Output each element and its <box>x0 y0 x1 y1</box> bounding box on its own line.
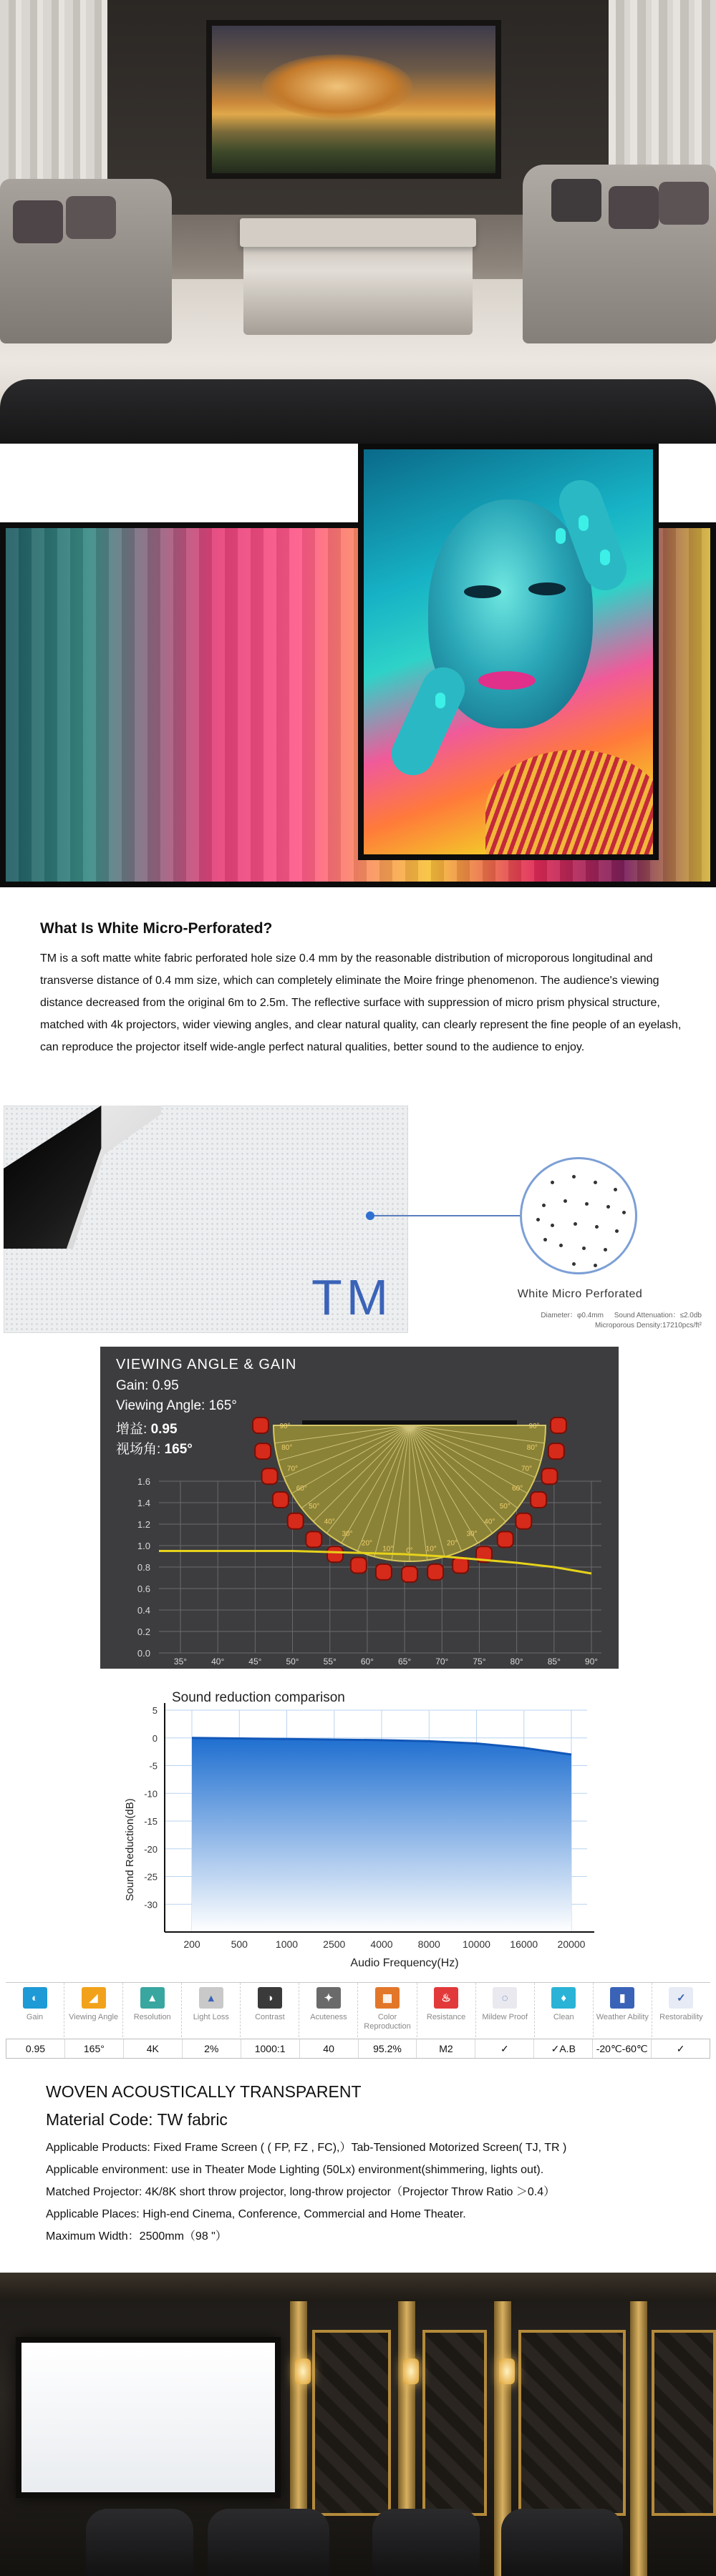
perforation-hole <box>604 1248 607 1252</box>
restorability-icon: ✓ <box>669 1987 693 2009</box>
property-value: 165° <box>65 2039 124 2058</box>
angle-label: 80° <box>281 1444 293 1453</box>
hand <box>384 660 472 782</box>
gain-en-label: Gain: <box>116 1378 153 1393</box>
perforation-hole <box>563 1199 567 1203</box>
gold-pillar <box>630 2301 647 2576</box>
quilted-wall-panel <box>422 2330 487 2516</box>
gain-cn-label: 增益: <box>116 1422 151 1437</box>
perforation-hole <box>582 1246 586 1250</box>
x-tick-label: 500 <box>231 1938 248 1950</box>
angle-label: 30° <box>342 1530 353 1538</box>
inset-portrait-frame <box>358 444 659 860</box>
sound-area <box>192 1738 571 1932</box>
y-tick-label: 1.4 <box>137 1498 150 1508</box>
x-tick-label: 40° <box>211 1657 225 1667</box>
eye <box>528 582 566 595</box>
property-label: Contrast <box>255 2013 285 2021</box>
seat-marker <box>306 1531 321 1547</box>
wall-lamp <box>403 2358 419 2384</box>
seat-marker <box>531 1492 546 1508</box>
intro-title: What Is White Micro-Perforated? <box>40 920 273 937</box>
x-tick-label: 60° <box>360 1657 374 1667</box>
property-label: Light Loss <box>193 2013 229 2021</box>
property-light-loss <box>182 1983 241 2037</box>
perforation-hole <box>594 1181 597 1184</box>
seat-marker <box>327 1546 343 1562</box>
color-reproduction-icon: ▦ <box>375 1987 400 2009</box>
perforation-hole <box>606 1205 610 1209</box>
angle-label: 90° <box>528 1423 540 1430</box>
y-tick-label: 0.4 <box>137 1605 150 1616</box>
pillow <box>659 182 709 225</box>
angle-label: 50° <box>309 1502 320 1511</box>
nail <box>556 528 566 544</box>
x-tick-label: 2500 <box>323 1938 346 1950</box>
y-tick-label: 0.8 <box>137 1562 150 1573</box>
seat-marker <box>253 1418 268 1433</box>
y-tick-label: -30 <box>144 1899 158 1911</box>
right-sofa <box>523 165 716 343</box>
perforation-hole <box>536 1218 540 1221</box>
property-value: 0.95 <box>6 2039 65 2058</box>
mildew-proof-icon: ◌ <box>493 1987 517 2009</box>
property-label: Restorability <box>659 2013 703 2021</box>
theater-seat <box>208 2509 329 2576</box>
coffee-table-top <box>240 218 476 247</box>
property-value: ✓ <box>475 2039 534 2058</box>
angle-en-value: 165° <box>208 1398 237 1413</box>
property-label: Mildew Proof <box>482 2013 528 2021</box>
property-label: Resistance <box>426 2013 466 2021</box>
sound-reduction-section <box>107 1682 609 1975</box>
x-tick-label: 16000 <box>510 1938 538 1950</box>
gain-cn-value: 0.95 <box>150 1422 178 1437</box>
seat-marker <box>288 1513 304 1529</box>
x-tick-label: 75° <box>473 1657 486 1667</box>
viewing-angle-chart <box>100 1347 619 1669</box>
perforation-hole <box>543 1238 547 1241</box>
quilted-wall-panel <box>652 2330 716 2516</box>
y-tick-label: -15 <box>144 1816 158 1827</box>
woven-title: WOVEN ACOUSTICALLY TRANSPARENT <box>46 2082 362 2101</box>
y-tick-label: 0 <box>152 1732 158 1744</box>
x-tick-label: 4000 <box>370 1938 393 1950</box>
y-tick-label: 0.2 <box>137 1626 150 1637</box>
properties-icon-row <box>6 1982 710 2037</box>
perforation-hole <box>615 1229 619 1233</box>
pillow <box>13 200 63 243</box>
property-value: -20℃-60℃ <box>593 2039 652 2058</box>
perforation-hole <box>542 1204 546 1207</box>
perforation-hole <box>559 1244 563 1247</box>
perforation-hole <box>622 1211 626 1214</box>
theater-seat <box>501 2509 623 2576</box>
angle-label: 60° <box>512 1485 523 1493</box>
lens-title: White Micro Perforated <box>517 1288 643 1300</box>
property-gain <box>6 1983 64 2037</box>
seat-marker <box>273 1492 289 1508</box>
x-tick-label: 35° <box>173 1657 188 1667</box>
perforation-hole <box>574 1222 577 1226</box>
seat-marker <box>351 1557 367 1573</box>
spec-density: Microporous Density:17210pcs/ft² <box>595 1322 702 1330</box>
wall-lamp <box>499 2358 515 2384</box>
light-loss-icon: ▴ <box>199 1987 223 2009</box>
y-tick-label: 1.2 <box>137 1519 150 1530</box>
intro-body: TM is a soft matte white fabric perforated hole size 0.4 mm by the reasonable distribution of microporous longitudinal and transverse distance of 0.4 mm size, which can completely eliminate the Moire fringe phenomenon. The audience's viewing distance decreased from the original 6m to 2.5m. The reflective surface with suppression of micro prism physical structure, matched with 4k projectors, wider viewing angles, and clear natural quality, can clearly represent the fine people of an eyelash, can reproduce the projector itself wide-angle perfect natural qualities, better sound to the audience to enjoy. <box>40 952 682 1053</box>
wall-lamp <box>295 2358 311 2384</box>
left-sofa <box>0 179 172 343</box>
property-label: Viewing Angle <box>69 2013 119 2021</box>
y-tick-label: -25 <box>144 1871 158 1883</box>
micro-perforation-lens <box>520 1157 637 1274</box>
x-tick-label: 55° <box>323 1657 337 1667</box>
necklace <box>485 750 659 860</box>
property-value: 95.2% <box>359 2039 417 2058</box>
weather-ability-icon: ▮ <box>610 1987 634 2009</box>
property-label: Color Reproduction <box>364 2013 411 2031</box>
angle-label: 60° <box>296 1485 307 1493</box>
quilted-wall-panel <box>312 2330 391 2516</box>
seat-marker <box>402 1566 417 1582</box>
magnify-connector <box>374 1215 522 1216</box>
home-theater-photo <box>0 0 716 444</box>
gain-en-value: 0.95 <box>152 1378 179 1393</box>
angle-label: 10° <box>382 1545 394 1553</box>
property-value: M2 <box>417 2039 475 2058</box>
property-resolution <box>123 1983 182 2037</box>
ceiling <box>0 2273 716 2301</box>
angle-label: 30° <box>466 1530 478 1538</box>
seat-marker <box>498 1531 513 1547</box>
property-value: 1000:1 <box>241 2039 300 2058</box>
applicable-products: Applicable Products: Fixed Frame Screen ( ( FP, FZ , FC),）Tab-Tensioned Motorized Screen( TJ, TR ) <box>46 2142 567 2154</box>
perforation-hole <box>551 1181 554 1184</box>
landscape-cloud <box>262 54 412 119</box>
viewing-angle-title: VIEWING ANGLE & GAIN <box>116 1357 297 1372</box>
x-tick-label: 1000 <box>275 1938 299 1950</box>
property-restorability <box>652 1983 710 2037</box>
woven-section <box>46 2082 690 2248</box>
x-tick-label: 90° <box>584 1657 599 1667</box>
y-tick-label: 0.0 <box>137 1648 150 1659</box>
property-value: ✓A.B <box>534 2039 593 2058</box>
x-tick-label: 85° <box>547 1657 561 1667</box>
y-tick-label: 1.6 <box>137 1476 150 1487</box>
spec-sound: Sound Attenuation：≤2.0db <box>614 1312 702 1319</box>
material-code: Material Code: TW fabric <box>46 2110 228 2129</box>
property-value: 4K <box>124 2039 183 2058</box>
x-tick-label: 20000 <box>557 1938 586 1950</box>
viewing-angle-fan <box>253 1418 566 1582</box>
angle-en <box>116 1398 237 1414</box>
angle-label: 90° <box>279 1423 291 1430</box>
theater-seat <box>372 2509 480 2576</box>
property-color-reproduction <box>358 1983 417 2037</box>
fabric-specs <box>458 1311 702 1331</box>
theater-seat <box>86 2509 193 2576</box>
lips <box>478 671 536 690</box>
x-tick-label: 200 <box>183 1938 200 1950</box>
nail <box>435 693 445 708</box>
color-portrait-photo <box>0 444 716 916</box>
seat-marker <box>262 1468 278 1484</box>
property-value: ✓ <box>676 2042 685 2054</box>
y-tick-label: 5 <box>152 1705 158 1716</box>
property-viewing-angle <box>64 1983 123 2037</box>
projection-screen <box>206 20 501 179</box>
eye <box>464 585 501 598</box>
pillow <box>551 179 601 222</box>
x-axis-label: Audio Frequency(Hz) <box>350 1957 459 1969</box>
property-mildew-proof <box>476 1983 535 2037</box>
angle-label: 70° <box>521 1465 533 1473</box>
intro-section <box>40 920 684 1058</box>
property-contrast <box>241 1983 299 2037</box>
property-label: Acuteness <box>310 2013 347 2021</box>
x-tick-label: 70° <box>435 1657 449 1667</box>
property-label: Resolution <box>133 2013 171 2021</box>
gain-icon: ◐ <box>23 1987 47 2009</box>
angle-label: 10° <box>425 1545 437 1553</box>
property-value: 40 <box>300 2039 359 2058</box>
fabric-section <box>0 1106 716 1342</box>
seat-marker <box>551 1418 566 1433</box>
seat-marker <box>427 1564 443 1580</box>
property-label: Gain <box>26 2013 44 2021</box>
property-weather-ability <box>594 1983 652 2037</box>
x-tick-label: 65° <box>398 1657 412 1667</box>
gain-en <box>116 1378 179 1394</box>
property-label: Clean <box>553 2013 574 2021</box>
angle-cn-value: 165° <box>164 1442 193 1457</box>
angle-label: 20° <box>446 1539 458 1548</box>
clean-icon: ♦ <box>551 1987 576 2009</box>
angle-label: 70° <box>286 1465 299 1473</box>
seat-marker <box>255 1443 271 1459</box>
x-tick-label: 10000 <box>463 1938 490 1950</box>
seat-marker <box>541 1468 557 1484</box>
x-tick-label: 80° <box>510 1657 523 1667</box>
magnify-point <box>366 1211 374 1220</box>
seat-marker <box>376 1564 392 1580</box>
y-tick-label: 1.0 <box>137 1541 150 1551</box>
resolution-icon: ▲ <box>140 1987 165 2009</box>
x-tick-label: 50° <box>286 1657 299 1667</box>
angle-label: 20° <box>361 1539 373 1548</box>
viewing-angle-panel <box>100 1347 619 1669</box>
contrast-icon: ◑ <box>258 1987 282 2009</box>
fire-resistance-icon: ♨ <box>434 1987 458 2009</box>
y-tick-label: -5 <box>149 1760 158 1772</box>
seat-marker <box>516 1513 531 1529</box>
property-fire-resistance <box>417 1983 476 2037</box>
angle-label: 40° <box>324 1518 335 1526</box>
applicable-environment: Applicable environment: use in Theater Mode Lighting (50Lx) environment(shimmering, lights out). <box>46 2164 544 2176</box>
perforation-hole <box>594 1264 597 1267</box>
perforation-hole <box>572 1175 576 1179</box>
nail <box>579 515 589 531</box>
property-label: Weather Ability <box>596 2013 649 2021</box>
x-tick-label: 45° <box>248 1657 262 1667</box>
gain-cn <box>116 1418 178 1438</box>
perforation-hole <box>572 1262 576 1266</box>
y-tick-label: -10 <box>144 1788 158 1800</box>
theater-room-photo <box>0 2273 716 2576</box>
angle-label: 0° <box>406 1547 413 1555</box>
angle-label: 40° <box>484 1518 495 1526</box>
property-value: 2% <box>183 2039 241 2058</box>
x-tick-label: 8000 <box>417 1938 440 1950</box>
pillow <box>66 196 116 239</box>
acuteness-icon: ✦ <box>316 1987 341 2009</box>
property-acuteness <box>299 1983 358 2037</box>
sound-chart-title: Sound reduction comparison <box>172 1690 345 1705</box>
perforation-hole <box>614 1188 617 1191</box>
properties-value-row <box>6 2039 710 2059</box>
y-tick-label: -20 <box>144 1843 158 1855</box>
room-projection-screen <box>16 2337 281 2498</box>
seat-marker <box>453 1557 468 1573</box>
matched-projector: Matched Projector: 4K/8K short throw projector, long-throw projector（Projector Throw Ratio ＞0.4） <box>46 2186 556 2198</box>
spec-diameter: Diameter：φ0.4mm <box>541 1312 604 1319</box>
maximum-width: Maximum Width：2500mm（98 "） <box>46 2230 227 2243</box>
applicable-places: Applicable Places: High-end Cinema, Conference, Commercial and Home Theater. <box>46 2208 466 2220</box>
angle-label: 50° <box>499 1502 511 1511</box>
perforation-hole <box>595 1225 599 1229</box>
sound-reduction-chart <box>107 1682 609 1975</box>
perforation-hole <box>585 1202 589 1206</box>
tm-logo: TM <box>311 1269 393 1325</box>
y-tick-label: 0.6 <box>137 1584 150 1594</box>
foreground-sofa <box>0 379 716 444</box>
viewing-angle-icon: ◢ <box>82 1987 106 2009</box>
angle-en-label: Viewing Angle: <box>116 1398 209 1413</box>
property-clean <box>535 1983 594 2037</box>
seat-marker <box>548 1443 564 1459</box>
pillow <box>609 186 659 229</box>
y-axis-label: Sound Reduction(dB) <box>124 1798 136 1901</box>
angle-cn <box>116 1438 193 1458</box>
perforation-hole <box>551 1224 554 1227</box>
properties-table <box>6 1982 710 2059</box>
angle-label: 80° <box>526 1444 538 1453</box>
angle-cn-label: 视场角: <box>116 1442 165 1457</box>
nail <box>600 550 610 565</box>
quilted-wall-panel <box>518 2330 626 2516</box>
